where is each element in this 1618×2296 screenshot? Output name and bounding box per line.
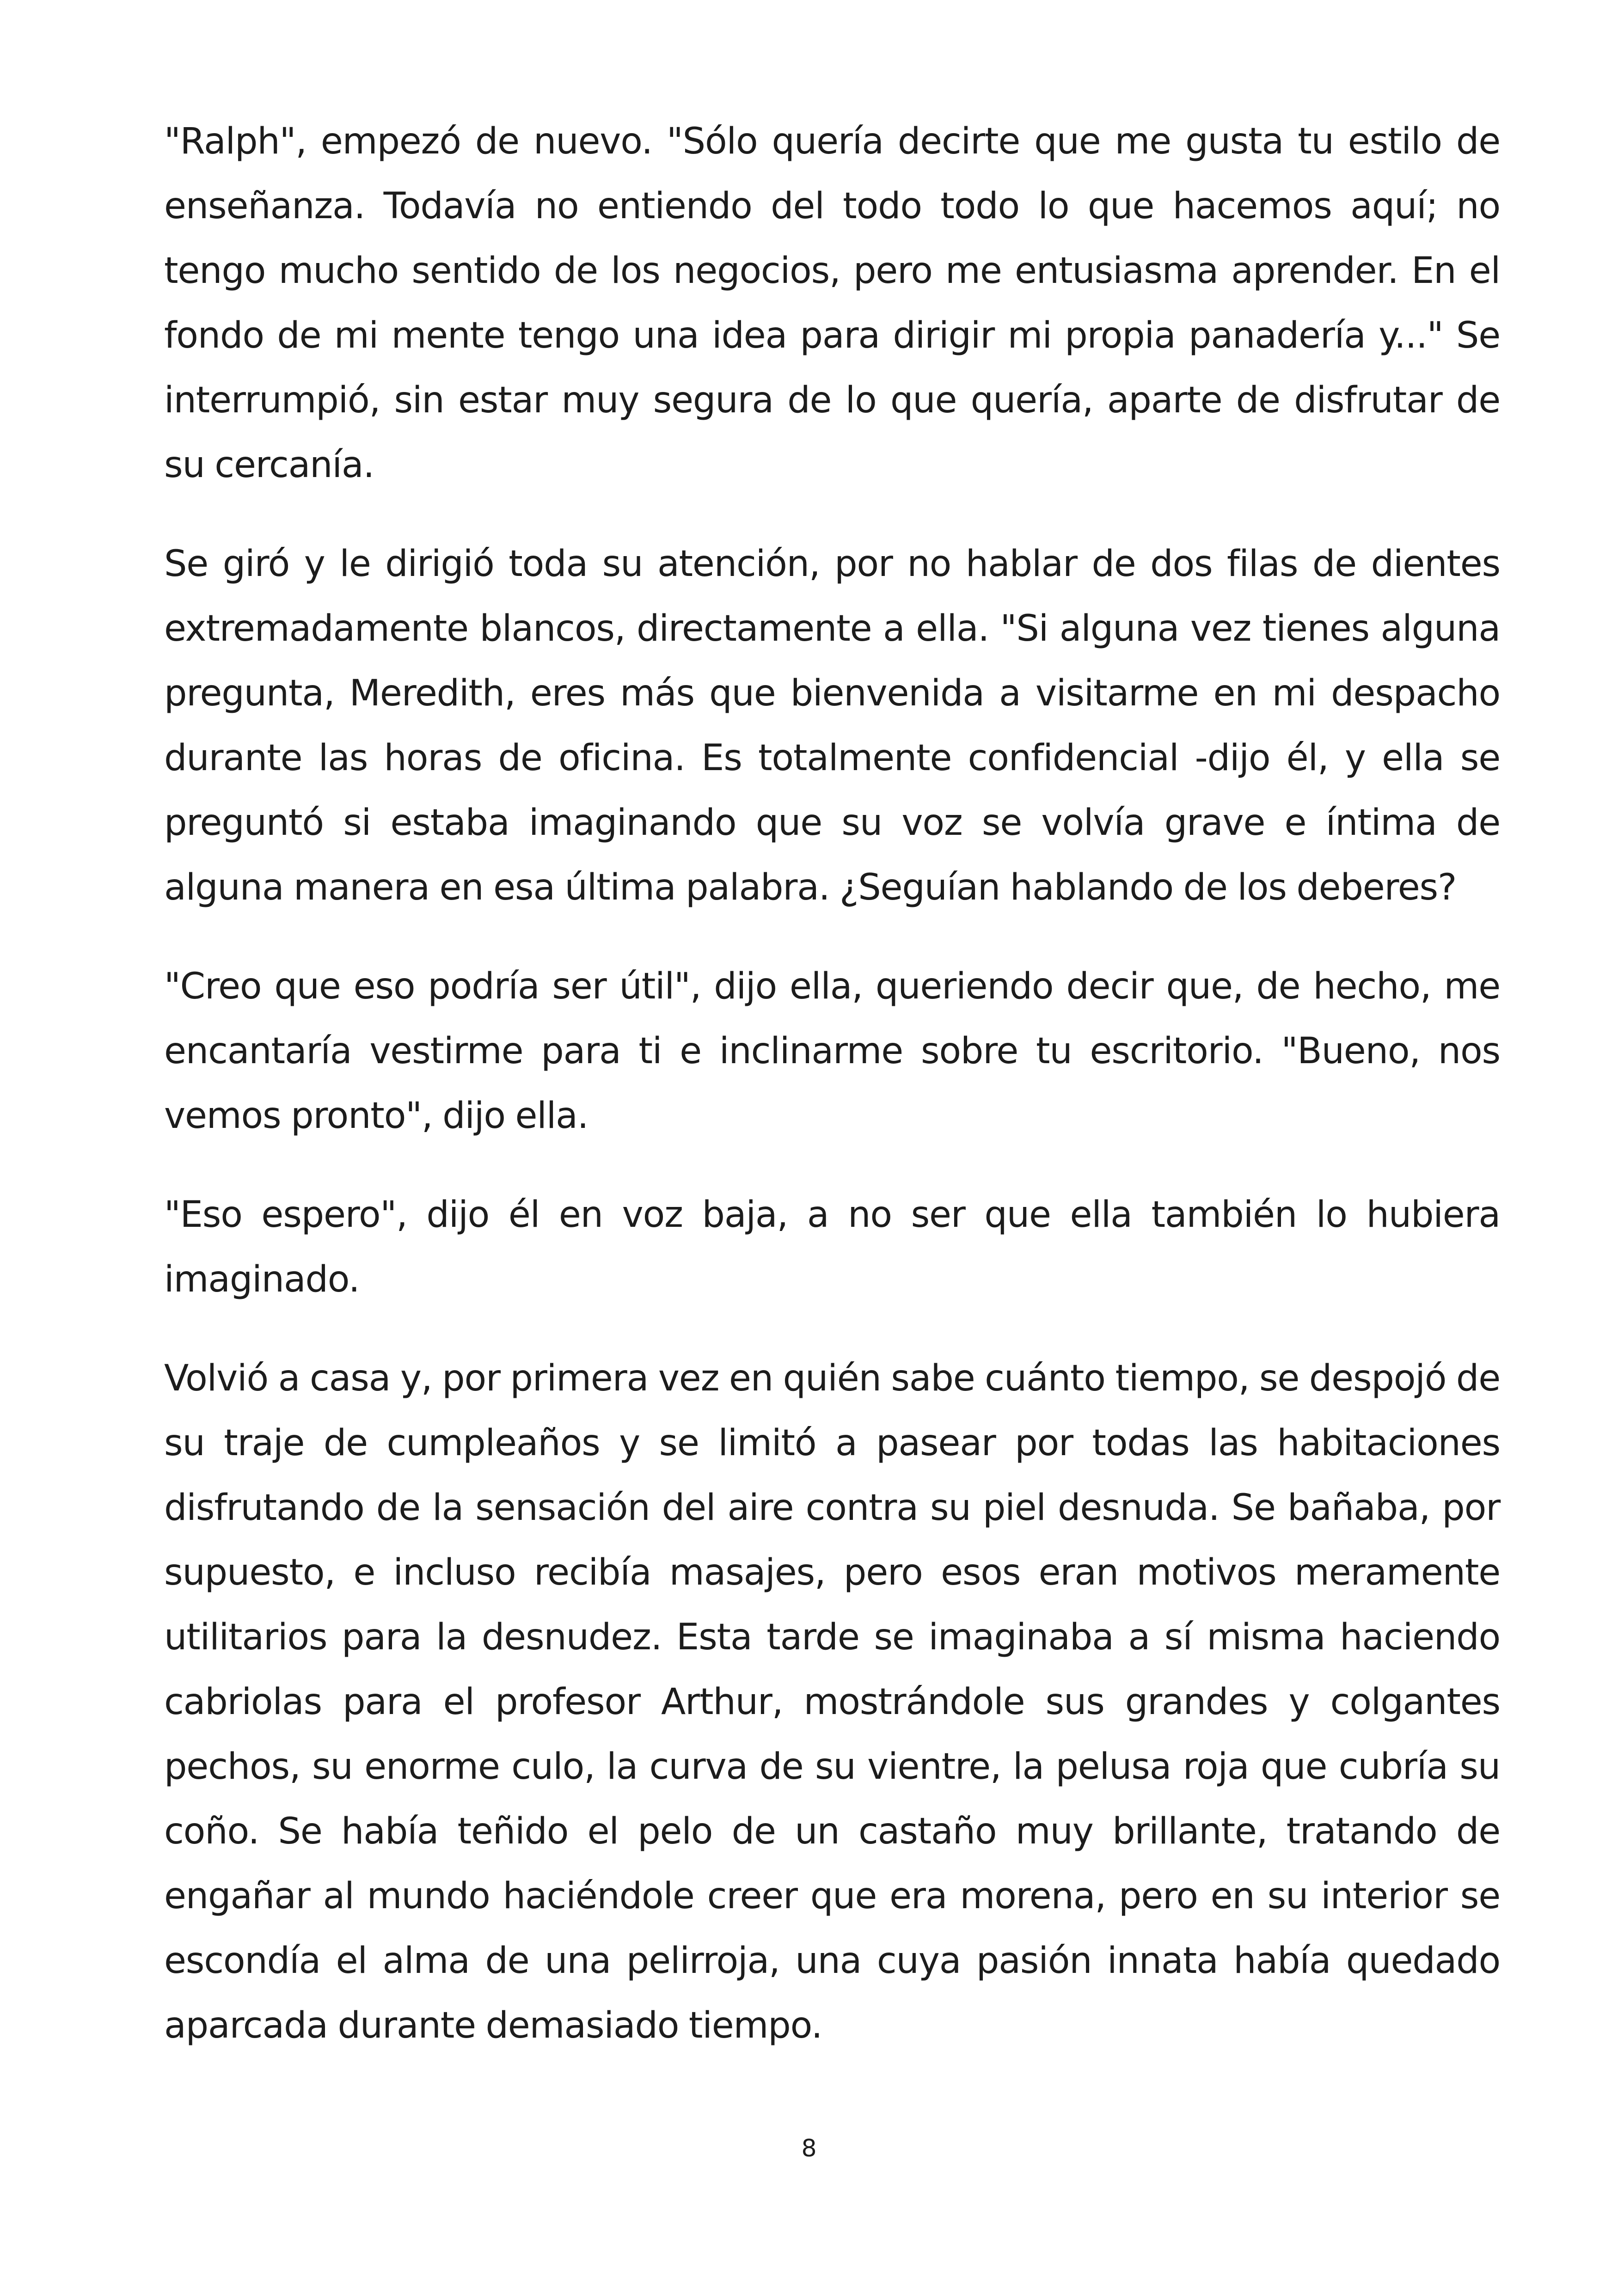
- paragraph-3: "Creo que eso podría ser útil", dijo ella, queriendo decir que, de hecho, me encantaría vestirme para ti e inclinarme sobre tu escritorio. "Bueno, nos vemos pronto", dijo ella.: [164, 966, 1500, 1137]
- paragraph-5: Volvió a casa y, por primera vez en quién sabe cuánto tiempo, se despojó de su traje de cumpleaños y se limitó a pasear por todas las habitaciones disfrutando de la sensación del aire contra su piel desnuda. Se bañaba, por supuesto, e incluso recibía masajes, pero esos eran motivos meramente utilitarios para la desnudez. Esta tarde se imaginaba a sí misma haciendo cabriolas para el profesor Arthur, mostrándole sus grandes y colgantes pechos, su enorme culo, la curva de su vientre, la pelusa roja que cubría su coño. Se había teñido el pelo de un castaño muy brillante, tratando de engañar al mundo haciéndole creer que era morena, pero en su interior se escondía el alma de una pelirroja, una cuya pasión innata había quedado aparcada durante demasiado tiempo.: [164, 1358, 1500, 2046]
- paragraph-2: Se giró y le dirigió toda su atención, por no hablar de dos filas de dientes extremadamente blancos, directamente a ella. "Si alguna vez tienes alguna pregunta, Meredith, eres más que bienvenida a visitarme en mi despacho durante las horas de oficina. Es totalmente confidencial -dijo él, y ella se preguntó si estaba imaginando que su voz se volvía grave e íntima de alguna manera en esa última palabra. ¿Seguían hablando de los deberes?: [164, 543, 1500, 908]
- body-text: [164, 109, 1500, 2092]
- paragraph-4: "Eso espero", dijo él en voz baja, a no ser que ella también lo hubiera imaginado.: [164, 1194, 1500, 1300]
- paragraph-1: "Ralph", empezó de nuevo. "Sólo quería decirte que me gusta tu estilo de enseñanza. Todavía no entiendo del todo todo lo que hacemos aquí; no tengo mucho sentido de los negocios, pero me entusiasma aprender. En el fondo de mi mente tengo una idea para dirigir mi propia panadería y..." Se interrumpió, sin estar muy segura de lo que quería, aparte de disfrutar de su cercanía.: [164, 121, 1500, 486]
- page-number: 8: [801, 2135, 817, 2162]
